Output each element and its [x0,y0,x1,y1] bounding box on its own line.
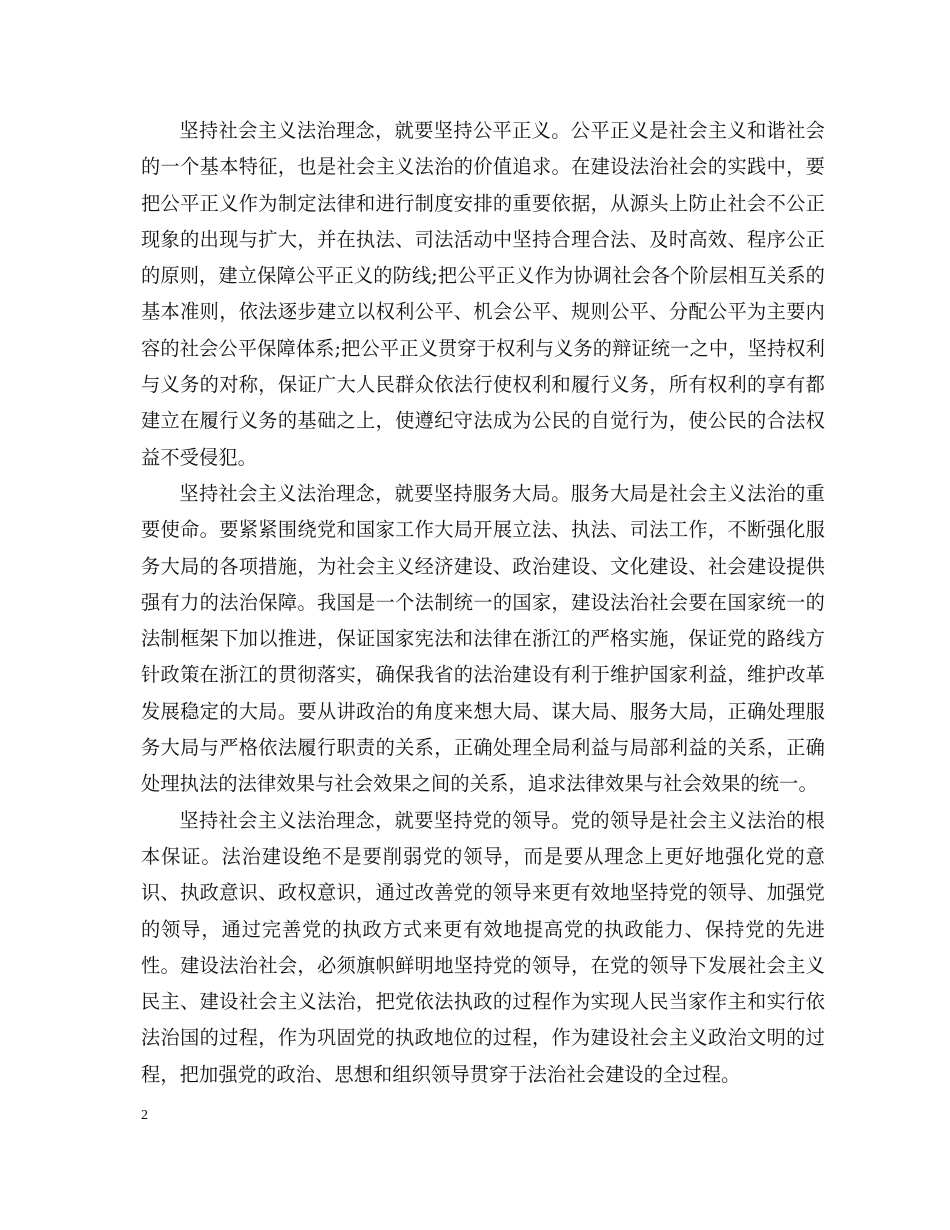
paragraph-fairness-justice: 坚持社会主义法治理念，就要坚持公平正义。公平正义是社会主义和谐社会的一个基本特征，也是社会主义法治的价值追求。在建设法治社会的实践中，要把公平正义作为制定法律和进行制度安排的重要依据，从源头上防止社会不公正现象的出现与扩大，并在执法、司法活动中坚持合理合法、及时高效、程序公正的原则，建立保障公平正义的防线;把公平正义作为协调社会各个阶层相互关系的基本准则，依法逐步建立以权利公平、机会公平、规则公平、分配公平为主要内容的社会公平保障体系;把公平正义贯穿于权利与义务的辩证统一之中，坚持权利与义务的对称，保证广大人民群众依法行使权利和履行义务，所有权利的享有都建立在履行义务的基础之上，使遵纪守法成为公民的自觉行为，使公民的合法权益不受侵犯。 [141,119,825,469]
page-number: 2 [141,1108,148,1123]
document-body [141,113,825,1093]
paragraph-serve-overall-situation: 坚持社会主义法治理念，就要坚持服务大局。服务大局是社会主义法治的重要使命。要紧紧围绕党和国家工作大局开展立法、执法、司法工作，不断强化服务大局的各项措施，为社会主义经济建设、政治建设、文化建设、社会建设提供强有力的法治保障。我国是一个法制统一的国家，建设法治社会要在国家统一的法制框架下加以推进，保证国家宪法和法律在浙江的严格实施，保证党的路线方针政策在浙江的贯彻落实，确保我省的法治建设有利于维护国家利益，维护改革发展稳定的大局。要从讲政治的角度来想大局、谋大局、服务大局，正确处理服务大局与严格依法履行职责的关系，正确处理全局利益与局部利益的关系，正确处理执法的法律效果与社会效果之间的关系，追求法律效果与社会效果的统一。 [141,481,825,796]
paragraph-party-leadership: 坚持社会主义法治理念，就要坚持党的领导。党的领导是社会主义法治的根本保证。法治建设绝不是要削弱党的领导，而是要从理念上更好地强化党的意识、执政意识、政权意识，通过改善党的领导来更有效地坚持党的领导、加强党的领导，通过完善党的执政方式来更有效地提高党的执政能力、保持党的先进性。建设法治社会，必须旗帜鲜明地坚持党的领导，在党的领导下发展社会主义民主、建设社会主义法治，把党依法执政的过程作为实现人民当家作主和实行依法治国的过程，作为巩固党的执政地位的过程，作为建设社会主义政治文明的过程，把加强党的政治、思想和组织领导贯穿于法治社会建设的全过程。 [141,808,825,1086]
